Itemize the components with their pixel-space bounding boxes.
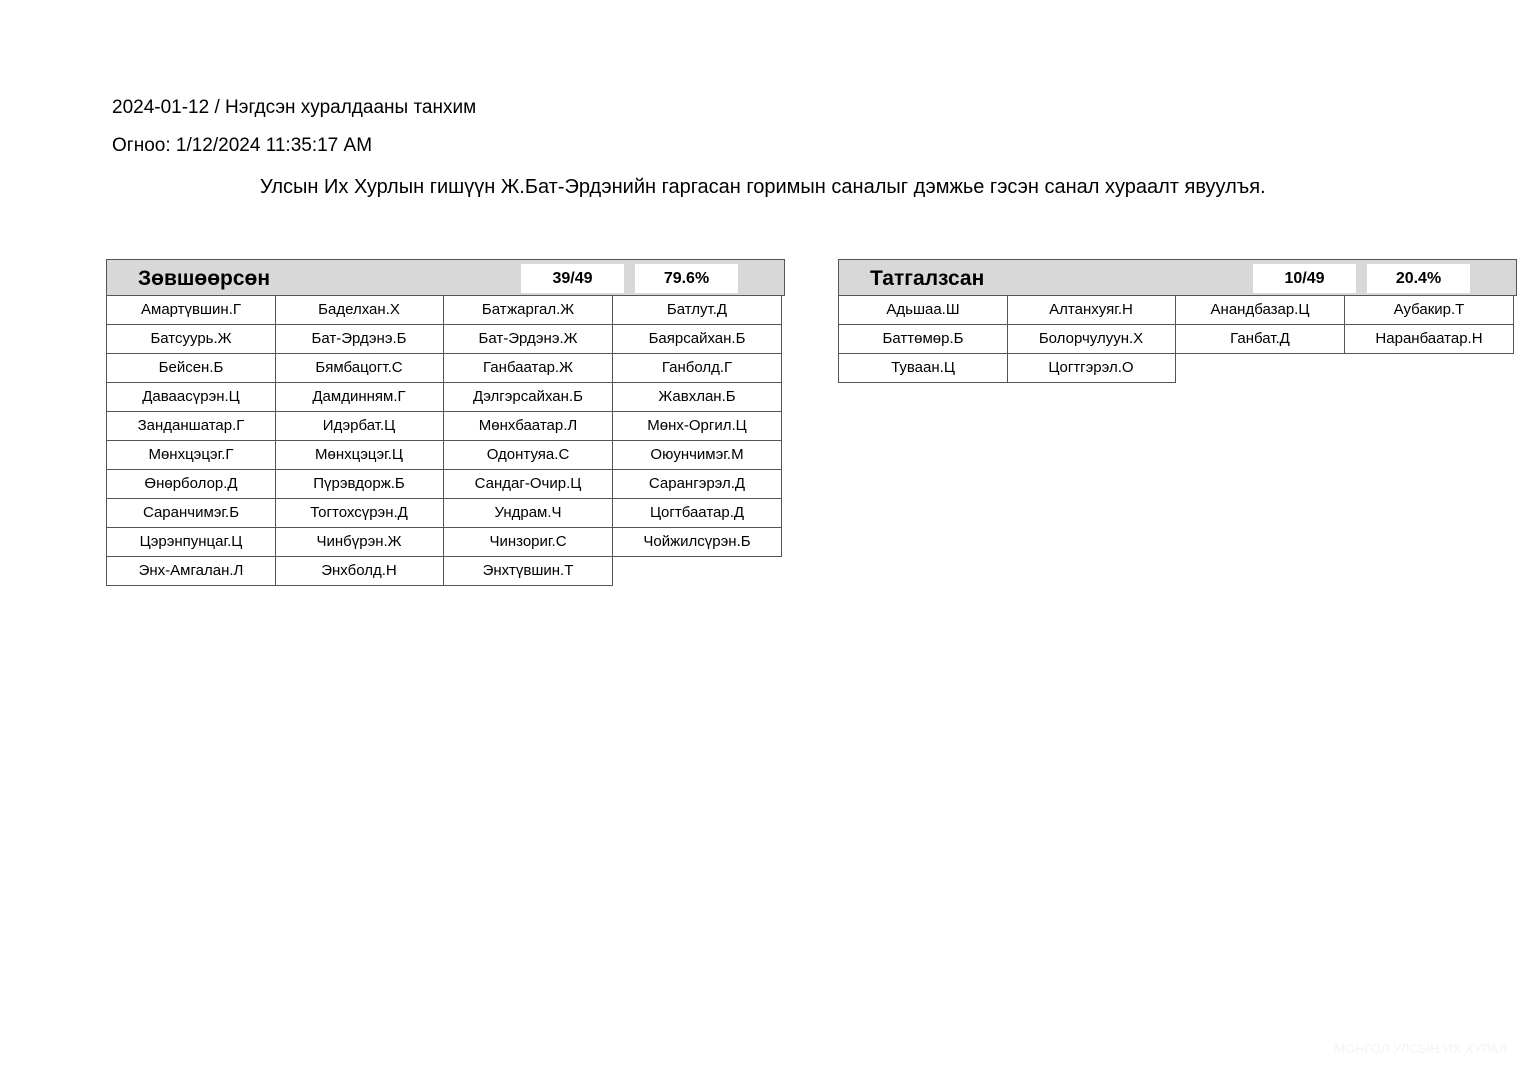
member-cell: Дэлгэрсайхан.Б bbox=[444, 383, 613, 412]
member-cell: Энх-Амгалан.Л bbox=[106, 557, 276, 586]
member-cell: Баделхан.Х bbox=[275, 296, 444, 325]
approved-panel bbox=[106, 259, 785, 586]
approved-percent: 79.6% bbox=[635, 264, 738, 293]
member-cell: Энхтүвшин.Т bbox=[444, 557, 613, 586]
member-cell: Пүрэвдорж.Б bbox=[275, 470, 444, 499]
motion-text: Улсын Их Хурлын гишүүн Ж.Бат-Эрдэнийн гаргасан горимын саналыг дэмжье гэсэн санал хураалт явуулъя. bbox=[260, 176, 1266, 198]
member-cell: Амартүвшин.Г bbox=[106, 296, 276, 325]
member-cell: Одонтуяа.С bbox=[444, 441, 613, 470]
rejected-percent: 20.4% bbox=[1367, 264, 1470, 293]
member-cell: Батлут.Д bbox=[613, 296, 782, 325]
rejected-title: Татгалзсан bbox=[870, 267, 985, 290]
member-cell: Наранбаатар.Н bbox=[1345, 325, 1514, 354]
member-cell: Батсуурь.Ж bbox=[106, 325, 276, 354]
rejected-count: 10/49 bbox=[1253, 264, 1356, 293]
member-cell: Бат-Эрдэнэ.Б bbox=[275, 325, 444, 354]
member-cell: Ундрам.Ч bbox=[444, 499, 613, 528]
member-cell: Ганбат.Д bbox=[1176, 325, 1345, 354]
member-cell: Өнөрболор.Д bbox=[106, 470, 276, 499]
member-cell: Мөнхцэцэг.Г bbox=[106, 441, 276, 470]
member-cell: Даваасүрэн.Ц bbox=[106, 383, 276, 412]
member-cell: Мөнх-Оргил.Ц bbox=[613, 412, 782, 441]
member-cell: Анандбазар.Ц bbox=[1176, 296, 1345, 325]
member-cell: Батжаргал.Ж bbox=[444, 296, 613, 325]
approved-member-grid bbox=[106, 296, 785, 586]
member-cell: Жавхлан.Б bbox=[613, 383, 782, 412]
member-cell: Чойжилсүрэн.Б bbox=[613, 528, 782, 557]
member-cell: Тогтохсүрэн.Д bbox=[275, 499, 444, 528]
vote-datetime: Огноо: 1/12/2024 11:35:17 AM bbox=[112, 135, 373, 156]
member-cell: Туваан.Ц bbox=[838, 354, 1008, 383]
rejected-member-grid bbox=[838, 296, 1517, 383]
member-cell: Сандаг-Очир.Ц bbox=[444, 470, 613, 499]
member-cell: Оюунчимэг.М bbox=[613, 441, 782, 470]
member-cell: Бат-Эрдэнэ.Ж bbox=[444, 325, 613, 354]
member-cell: Алтанхуяг.Н bbox=[1007, 296, 1176, 325]
member-cell: Чинбүрэн.Ж bbox=[275, 528, 444, 557]
member-cell: Цогтбаатар.Д bbox=[613, 499, 782, 528]
member-cell: Баттөмөр.Б bbox=[838, 325, 1008, 354]
watermark: МОНГОЛ УЛСЫН ИХ ХУРАЛ bbox=[1334, 1041, 1507, 1056]
member-cell: Ганболд.Г bbox=[613, 354, 782, 383]
member-cell: Бямбацогт.С bbox=[275, 354, 444, 383]
rejected-header bbox=[838, 259, 1517, 296]
approved-title: Зөвшөөрсөн bbox=[138, 267, 271, 290]
member-cell: Сарангэрэл.Д bbox=[613, 470, 782, 499]
member-cell: Баярсайхан.Б bbox=[613, 325, 782, 354]
approved-count: 39/49 bbox=[521, 264, 624, 293]
member-cell: Цогтгэрэл.О bbox=[1007, 354, 1176, 383]
member-cell: Бейсен.Б bbox=[106, 354, 276, 383]
member-cell: Мөнхбаатар.Л bbox=[444, 412, 613, 441]
member-cell: Цэрэнпунцаг.Ц bbox=[106, 528, 276, 557]
member-cell: Саранчимэг.Б bbox=[106, 499, 276, 528]
member-cell: Ганбаатар.Ж bbox=[444, 354, 613, 383]
member-cell: Адьшаа.Ш bbox=[838, 296, 1008, 325]
member-cell: Болорчулуун.Х bbox=[1007, 325, 1176, 354]
member-cell: Чинзориг.С bbox=[444, 528, 613, 557]
member-cell: Аубакир.Т bbox=[1345, 296, 1514, 325]
member-cell: Дамдинням.Г bbox=[275, 383, 444, 412]
approved-header bbox=[106, 259, 785, 296]
member-cell: Мөнхцэцэг.Ц bbox=[275, 441, 444, 470]
member-cell: Энхболд.Н bbox=[275, 557, 444, 586]
member-cell: Идэрбат.Ц bbox=[275, 412, 444, 441]
session-title: 2024-01-12 / Нэгдсэн хуралдааны танхим bbox=[112, 97, 477, 118]
rejected-panel bbox=[838, 259, 1517, 383]
member-cell: Занданшатар.Г bbox=[106, 412, 276, 441]
